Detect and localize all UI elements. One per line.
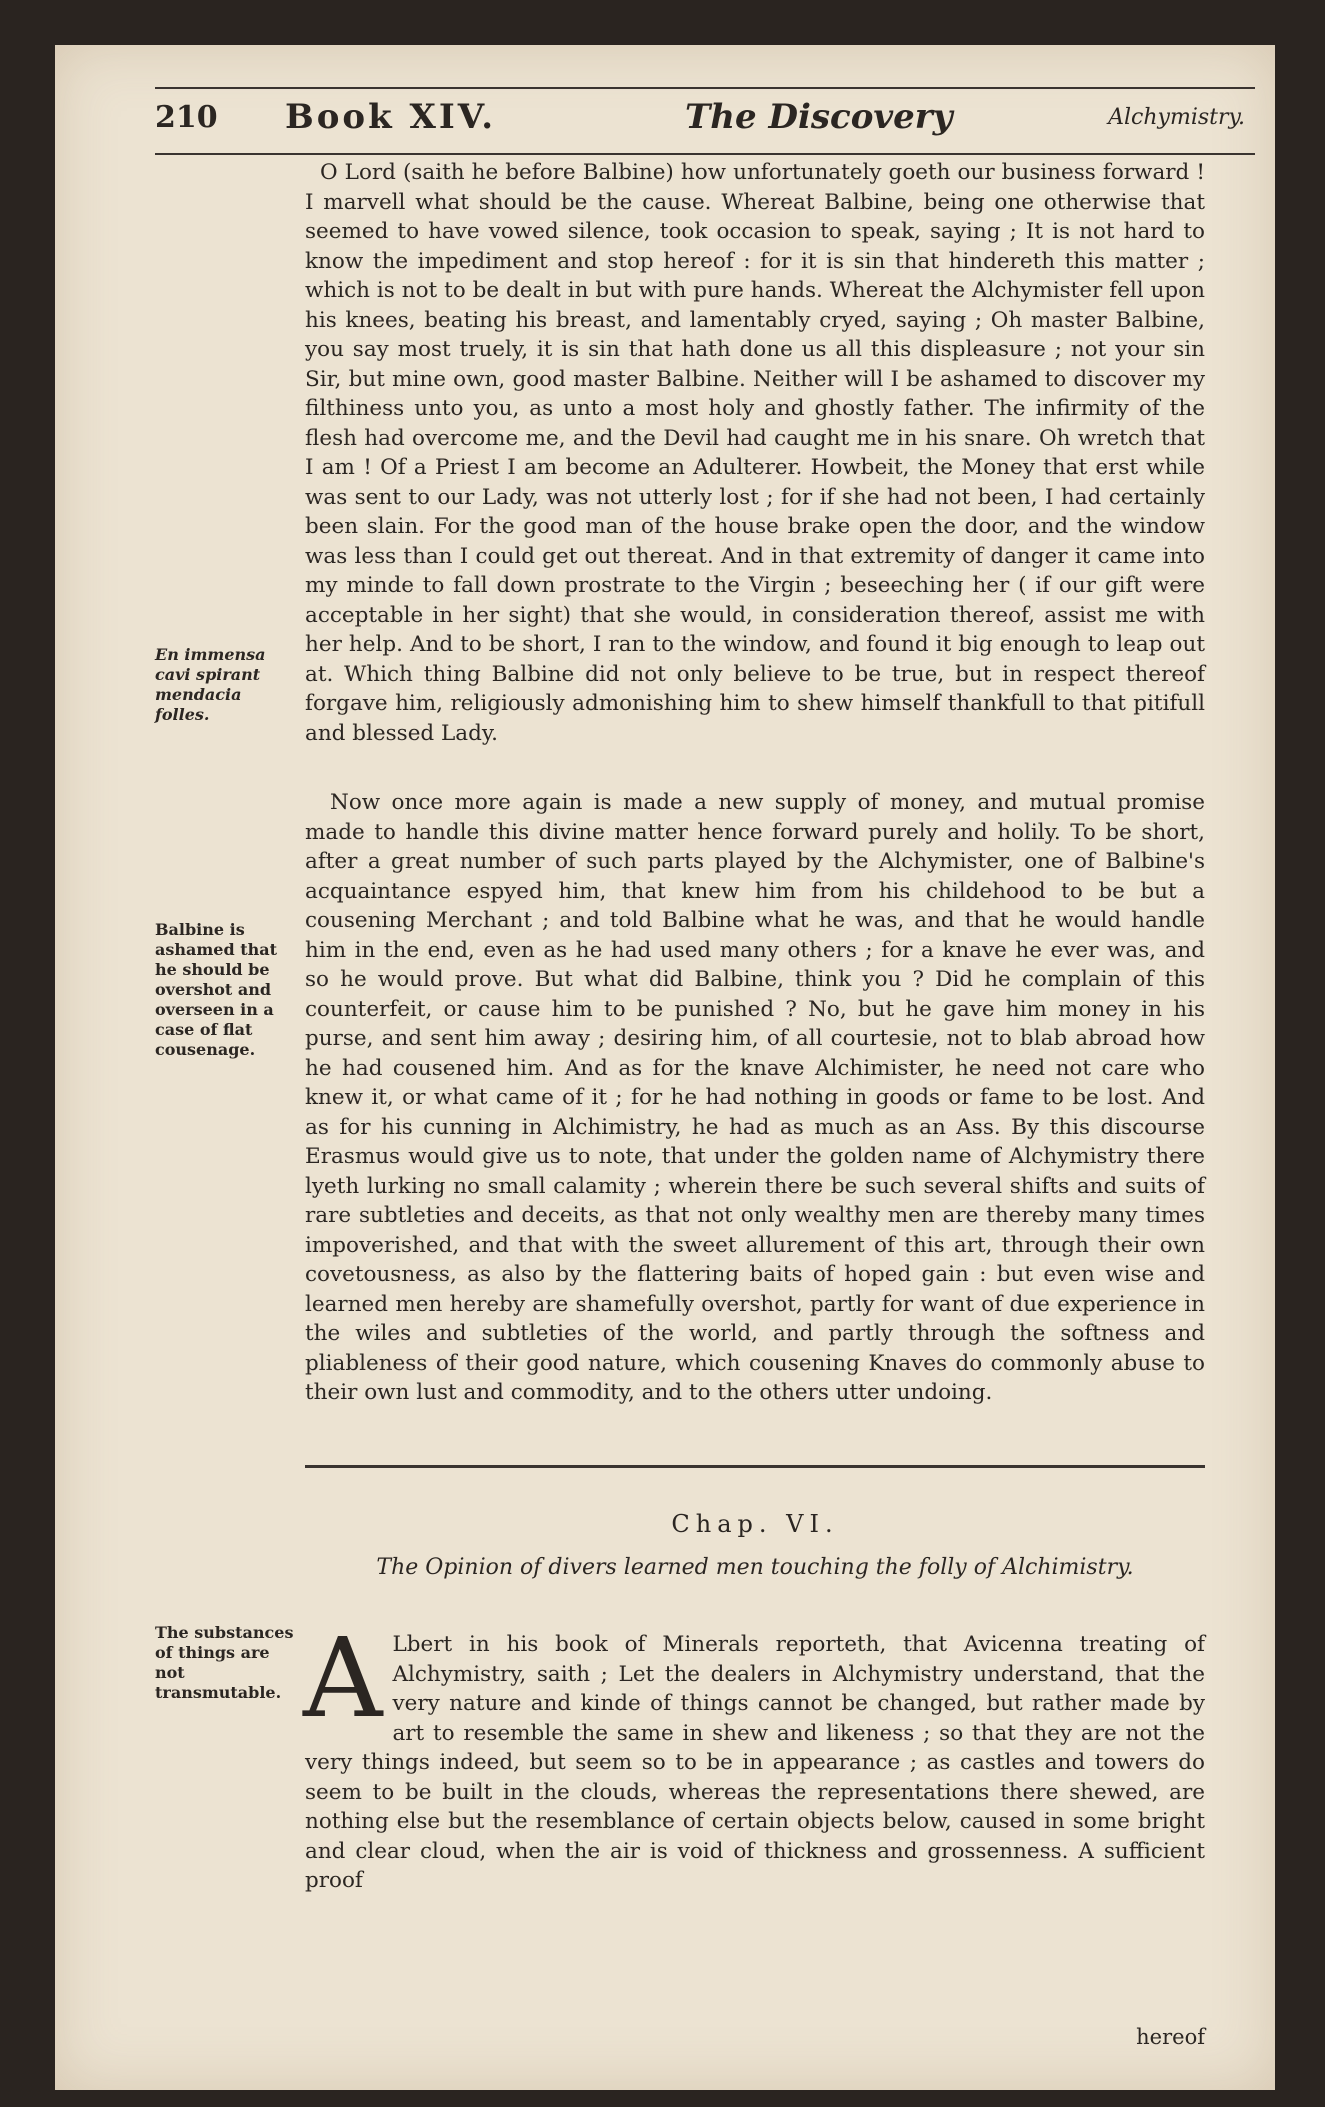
chapter-subtitle: The Opinion of divers learned men touching the folly of Alchimistry. — [376, 1555, 1134, 1580]
running-header — [155, 95, 1255, 155]
page-number: 210 — [155, 100, 218, 135]
book-label: Book XIV. — [285, 97, 497, 137]
margin-note-1: En immensa cavi spirant mendacia folles. — [155, 645, 266, 724]
header-rule-top — [155, 87, 1255, 89]
paragraph-3-text: Lbert in his book of Minerals reporteth, that Avicenna treating of Alchymistry, saith ; Let the dealers in Alchymistry understand, that the very nature and kinde of things cannot be changed, but rather made by art to resemble the same in shew and likeness ; so that they are not the very things indeed, but seem so to be in appearance ; as castles and towers do seem to be built in the clouds, whereas the representations there shewed, are nothing else but the resemblance of certain objects below, caused in some bright and clear cloud, when the air is void of thickness and grossenness. A sufficient proof — [305, 1632, 1205, 1893]
running-head-right: Alchymistry. — [1108, 105, 1245, 130]
paragraph-2: Now once more again is made a new supply of money, and mutual promise made to handle this divine matter hence forward purely and holily. To be short, after a great number of such parts played by the Alchymister, one of Balbine's acquaintance espyed him, that knew him from his childehood to be but a cousening Merchant ; and told Balbine what he was, and that he would handle him in the end, even as he had used many others ; for a knave he ever was, and so he would prove. But what did Balbine, think you ? Did he complain of this counterfeit, or cause him to be punished ? No, but he gave him money in his purse, and sent him away ; desiring him, of all courtesie, not to blab abroad how he had cousened him. And as for the knave Alchimister, he need not care who knew it, or what came of it ; for he had nothing in goods or fame to be lost. And as for his cunning in Alchimistry, he had as much as an Ass. By this discourse Erasmus would give us to note, that under the golden name of Alchymistry there lyeth lurking no small calamity ; wherein there be such several shifts and suits of rare subtleties and deceits, as that not only wealthy men are thereby many times impoverished, and that with the sweet allurement of this art, through their own covetousness, as also by the flattering baits of hoped gain : but even wise and learned men hereby are shamefully overshot, partly for want of due experience in the wiles and subtleties of the world, and partly through the softness and pliableness of their good nature, which cousening Knaves do commonly abuse to their own lust and commodity, and to the others utter undoing. — [305, 790, 1205, 1405]
work-title: The Discovery — [685, 97, 953, 137]
book-page — [55, 45, 1275, 2090]
paragraph-3 — [303, 1614, 1205, 1896]
catchword: hereof — [1136, 2025, 1205, 2049]
paragraph-1: O Lord (saith he before Balbine) how unfortunately goeth our business forward ! I marvell what should be the cause. Whereat Balbine, being one otherwise that seemed to have vowed silence, took occasion to speak, saying ; It is not hard to know the impediment and stop hereof : for it is sin that hindereth this matter ; which is not to be dealt in but with pure hands. Whereat the Alchymister fell upon his knees, beating his breast, and lamentably cryed, saying ; Oh master Balbine, you say most truely, it is sin that hath done us all this displeasure ; not your sin Sir, but mine own, good master Balbine. Neither will I be ashamed to discover my filthiness unto you, as unto a most holy and ghostly father. The infirmity of the flesh had overcome me, and the Devil had caught me in his snare. Oh wretch that I am ! Of a Priest I am become an Adulterer. Howbeit, the Money that erst while was sent to our Lady, was not utterly lost ; for if she had not been, I had certainly been slain. For the good man of the house brake open the door, and the window was less than I could get out thereat. And in that extremity of danger it came into my minde to fall down prostrate to the Virgin ; beseeching her ( if our gift were acceptable in her sight) that she would, in consideration thereof, assist me with her help. And to be short, I ran to the window, and found it big enough to leap out at. Which thing Balbine did not only believe to be true, but in respect thereof forgave him, religiously admonishing him to shew himself thankfull to that pitifull and blessed Lady. — [305, 160, 1205, 746]
margin-note-3: The substances of things are not transmutable. — [155, 1623, 294, 1702]
margin-note-2: Balbine is ashamed that he should be overshot and overseen in a case of flat cousenage. — [155, 920, 278, 1059]
header-rule-bottom — [155, 153, 1255, 155]
chapter-heading: Chap. VI. — [671, 1510, 839, 1538]
section-divider — [305, 1465, 1205, 1468]
drop-cap: A — [303, 1614, 383, 1742]
